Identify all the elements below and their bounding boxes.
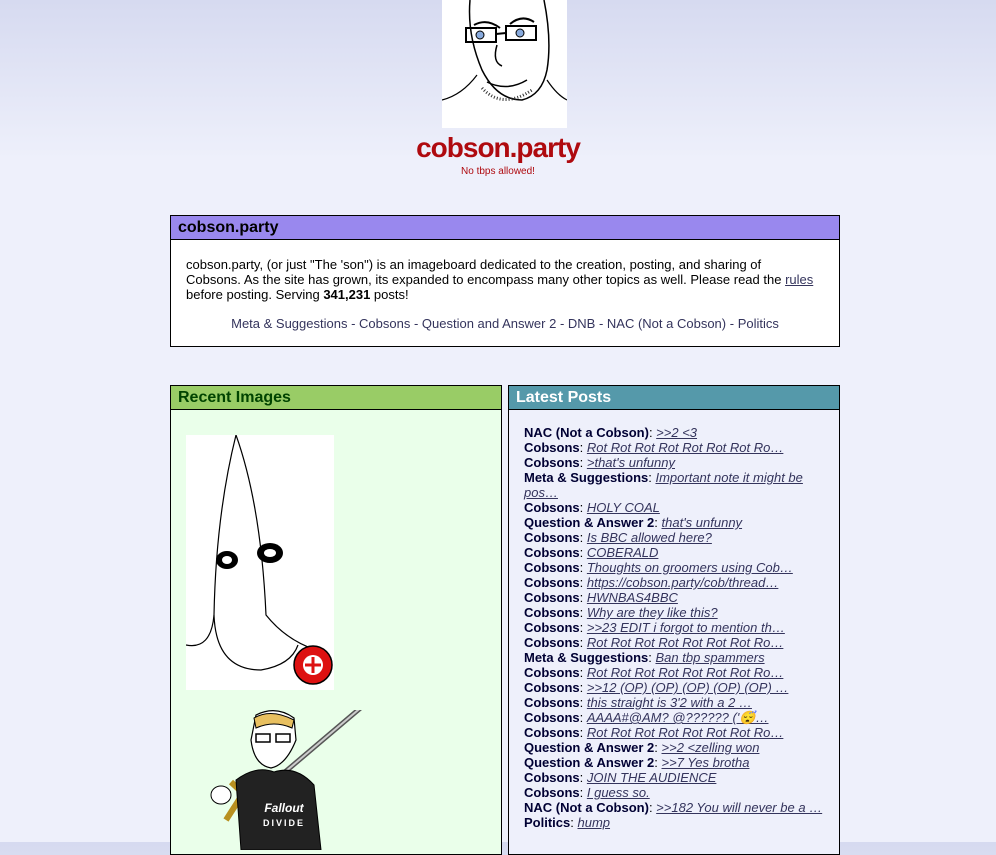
post-link[interactable]: Ban tbp spammers (655, 650, 765, 665)
post-board-name: Cobsons (524, 785, 580, 800)
post-board-name: Cobsons (524, 440, 580, 455)
post-board-name: Cobsons (524, 605, 580, 620)
post-board-name: Cobsons (524, 680, 580, 695)
recent-image-thumb[interactable] (186, 435, 334, 690)
latest-posts-heading: Latest Posts (509, 386, 839, 410)
post-link[interactable]: >>2 <3 (656, 425, 698, 440)
latest-posts-list (524, 425, 824, 830)
post-board-name: Question & Answer 2 (524, 515, 655, 530)
board-link-qa2[interactable]: Question and Answer 2 (421, 316, 557, 331)
post-board-name: Cobsons (524, 575, 580, 590)
list-item: Cobsons: Why are they like this? (524, 605, 718, 620)
list-item: Cobsons: Thoughts on groomers using Cob… (524, 560, 793, 575)
post-link[interactable]: COBERALD (586, 545, 659, 560)
post-link[interactable]: this straight is 3'2 with a 2 … (586, 695, 752, 710)
recent-images-heading: Recent Images (171, 386, 501, 410)
list-item: Meta & Suggestions: Ban tbp spammers (524, 650, 765, 665)
separator: - (556, 316, 568, 331)
post-link[interactable]: >>12 (OP) (OP) (OP) (OP) (OP) … (586, 680, 789, 695)
list-item: Cobsons: this straight is 3'2 with a 2 … (524, 695, 752, 710)
post-link[interactable]: that's unfunny (661, 515, 743, 530)
intro-text (186, 257, 816, 302)
post-board-name: Cobsons (524, 695, 580, 710)
list-item: NAC (Not a Cobson): >>182 You will never be a … (524, 800, 823, 815)
post-link[interactable]: >>7 Yes brotha (661, 755, 750, 770)
post-link[interactable]: HOLY COAL (586, 500, 660, 515)
post-board-name: Cobsons (524, 635, 580, 650)
list-item: Question & Answer 2: that's unfunny (524, 515, 743, 530)
post-link[interactable]: Is BBC allowed here? (586, 530, 712, 545)
post-link[interactable]: >>23 EDIT i forgot to mention th… (586, 620, 785, 635)
recent-image-thumb[interactable] (186, 710, 376, 850)
post-link[interactable]: HWNBAS4BBC (586, 590, 678, 605)
post-link[interactable]: Important note it might be pos… (524, 470, 803, 500)
post-board-name: Politics (524, 815, 571, 830)
list-item: Cobsons: I guess so. (524, 785, 650, 800)
list-item: Politics: hump (524, 815, 611, 830)
list-item: Cobsons: Rot Rot Rot Rot Rot Rot Rot Ro… (524, 635, 784, 650)
list-item: Cobsons: Rot Rot Rot Rot Rot Rot Rot Ro… (524, 725, 784, 740)
board-link-politics[interactable]: Politics (737, 316, 779, 331)
separator: - (726, 316, 738, 331)
post-board-name: Meta & Suggestions (524, 650, 649, 665)
hooded-soyjak-image-icon (186, 435, 334, 690)
list-item: Meta & Suggestions: Important note it might be pos… (524, 470, 803, 500)
intro-box (170, 215, 840, 347)
intro-text-part: posts! (370, 287, 409, 302)
site-title: cobson.party (416, 132, 580, 163)
post-board-name: Cobsons (524, 770, 580, 785)
board-links (171, 316, 839, 331)
intro-text-part: before posting. Serving (186, 287, 324, 302)
post-link[interactable]: https://cobson.party/cob/thread… (586, 575, 779, 590)
post-board-name: Cobsons (524, 530, 580, 545)
post-board-name: Cobsons (524, 665, 580, 680)
list-item: Cobsons: HOLY COAL (524, 500, 660, 515)
list-item: Cobsons: Is BBC allowed here? (524, 530, 712, 545)
intro-text-part: cobson.party, (or just "The 'son") is an imageboard dedicated to the creation, posting, and sharing of Cobsons. As the site has grown, its expanded to encompass many other topics as well. Please read the (186, 257, 786, 287)
post-board-name: Cobsons (524, 620, 580, 635)
shirt-text: DIVIDE (262, 818, 306, 828)
list-item: Question & Answer 2: >>2 <zelling won (524, 740, 760, 755)
list-item: Cobsons: HWNBAS4BBC (524, 590, 678, 605)
latest-posts-panel (508, 385, 840, 855)
post-link[interactable]: AAAA#@AM? @?????? ('😴… (586, 710, 769, 725)
rules-link[interactable]: rules (785, 272, 814, 287)
list-item: Cobsons: Rot Rot Rot Rot Rot Rot Rot Ro… (524, 440, 784, 455)
list-item: Question & Answer 2: >>7 Yes brotha (524, 755, 750, 770)
post-board-name: NAC (Not a Cobson) (524, 425, 649, 440)
list-item: Cobsons: Rot Rot Rot Rot Rot Rot Rot Ro… (524, 665, 784, 680)
post-board-name: Cobsons (524, 710, 580, 725)
list-item: Cobsons: https://cobson.party/cob/thread… (524, 575, 779, 590)
post-link[interactable]: >>182 You will never be a … (656, 800, 823, 815)
shirt-text: Fallout (264, 801, 304, 815)
site-logo[interactable] (442, 0, 567, 128)
post-link[interactable]: Rot Rot Rot Rot Rot Rot Rot Ro… (586, 725, 784, 740)
post-link[interactable]: Why are they like this? (586, 605, 718, 620)
post-board-name: NAC (Not a Cobson) (524, 800, 649, 815)
list-item: Cobsons: COBERALD (524, 545, 659, 560)
post-link[interactable]: >>2 <zelling won (661, 740, 760, 755)
post-link[interactable]: JOIN THE AUDIENCE (586, 770, 717, 785)
list-item: Cobsons: JOIN THE AUDIENCE (524, 770, 717, 785)
site-subtitle: No tbps allowed! (461, 166, 535, 177)
soyjak-sword-fallout-shirt-image-icon (186, 710, 376, 850)
board-link-nac[interactable]: NAC (Not a Cobson) (606, 316, 727, 331)
post-count: 341,231 (323, 287, 371, 302)
post-board-name: Cobsons (524, 590, 580, 605)
intro-heading: cobson.party (171, 216, 839, 240)
post-board-name: Cobsons (524, 545, 580, 560)
list-item: Cobsons: AAAA#@AM? @?????? ('😴… (524, 710, 769, 725)
separator: - (595, 316, 607, 331)
recent-images-panel (170, 385, 502, 855)
board-link-meta[interactable]: Meta & Suggestions (231, 316, 348, 331)
post-board-name: Cobsons (524, 500, 580, 515)
board-link-dnb[interactable]: DNB (567, 316, 596, 331)
post-board-name: Meta & Suggestions (524, 470, 649, 485)
soyjak-face-logo-icon (442, 0, 567, 128)
separator: - (410, 316, 422, 331)
post-link[interactable]: Thoughts on groomers using Cob… (586, 560, 793, 575)
list-item: Cobsons: >that's unfunny (524, 455, 675, 470)
list-item: Cobsons: >>12 (OP) (OP) (OP) (OP) (OP) … (524, 680, 789, 695)
post-link[interactable]: Rot Rot Rot Rot Rot Rot Rot Ro… (586, 440, 784, 455)
post-board-name: Cobsons (524, 725, 580, 740)
post-link[interactable]: Rot Rot Rot Rot Rot Rot Rot Ro… (586, 635, 784, 650)
separator: - (347, 316, 360, 331)
post-board-name: Question & Answer 2 (524, 740, 655, 755)
post-board-name: Question & Answer 2 (524, 755, 655, 770)
post-link[interactable]: hump (577, 815, 611, 830)
post-link[interactable]: Rot Rot Rot Rot Rot Rot Rot Ro… (586, 665, 784, 680)
list-item: Cobsons: >>23 EDIT i forgot to mention th… (524, 620, 785, 635)
board-link-cobsons[interactable]: Cobsons (359, 316, 411, 331)
post-link[interactable]: I guess so. (586, 785, 650, 800)
post-board-name: Cobsons (524, 560, 580, 575)
post-board-name: Cobsons (524, 455, 580, 470)
post-link[interactable]: >that's unfunny (586, 455, 675, 470)
list-item: NAC (Not a Cobson): >>2 <3 (524, 425, 698, 440)
